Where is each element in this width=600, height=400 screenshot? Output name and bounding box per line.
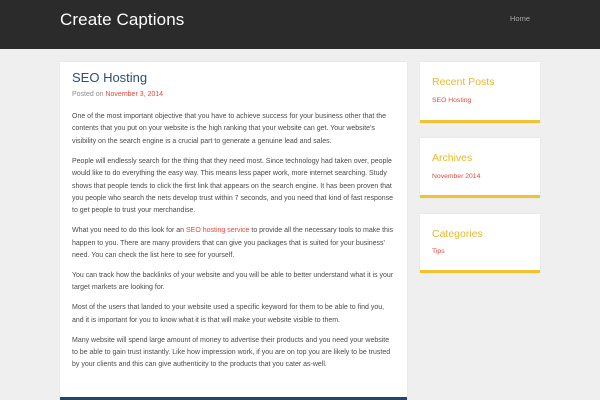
widget-recent-posts: [420, 62, 540, 123]
paragraph: Many website will spend large amount of money to advertise their products and you need your website to be able to gain trust instantly. Like how impression work, if you are on top you are likely to be trusted by your clients and this can give authenticity to the products that you cater as-well.: [72, 336, 391, 369]
post-title[interactable]: SEO Hosting: [72, 70, 148, 85]
paragraph: People will endlessly search for the thing that they need most. Since technology had taken over, people would like to do everything the easy way. This means less paper work, more internet searching. Study shows that people tends to click the first link that appears on the search engine. It has been proven that you people who search the nets develop trust within 7 seconds, and you need that kind of fast response to get people to trust your merchandise.: [72, 157, 394, 215]
site-title[interactable]: Create Captions: [60, 10, 185, 29]
post-card: [60, 62, 407, 400]
site-header: [0, 0, 600, 49]
seo-hosting-service-link[interactable]: SEO hosting service: [186, 227, 250, 235]
paragraph: You can track how the backlinks of your website and you will be able to better understand what it is your target markets are looking for.: [72, 271, 394, 292]
recent-post-link[interactable]: SEO Hosting: [432, 97, 472, 104]
widget-title: Archives: [432, 152, 473, 164]
widget-title: Categories: [432, 228, 483, 240]
post-meta: [72, 91, 163, 98]
paragraph-text: What you need to do this look for an: [72, 227, 187, 235]
widget-archives: [420, 138, 540, 198]
posted-on-label: Posted on: [72, 91, 104, 98]
archive-link[interactable]: November 2014: [432, 173, 481, 180]
widget-categories: [420, 214, 540, 273]
widget-title: Recent Posts: [432, 76, 495, 88]
category-link[interactable]: Tips: [432, 248, 445, 255]
paragraph: One of the most important objective that you have to achieve success for your business other that the contents that you put on your website is the high ranking that your website can get. Your website's visibility on the search engine is a crucial part to generate a genuine lead and sales.: [72, 113, 387, 145]
paragraph: [72, 225, 395, 262]
post-date-link[interactable]: November 3, 2014: [105, 91, 164, 98]
paragraph: Most of the users that landed to your website used a specific keyword for them to be able to find you, and it is important for you to know what it is that will make your website visible to them.: [72, 304, 385, 324]
nav-home-link[interactable]: Home: [509, 14, 530, 23]
paragraph-text: to provide all the necessary tools to make this happen to you. There are many providers that can give you packages that is suited for your business' need. You can check the list here to see for yourself.: [72, 227, 394, 260]
post-content: [72, 111, 395, 379]
